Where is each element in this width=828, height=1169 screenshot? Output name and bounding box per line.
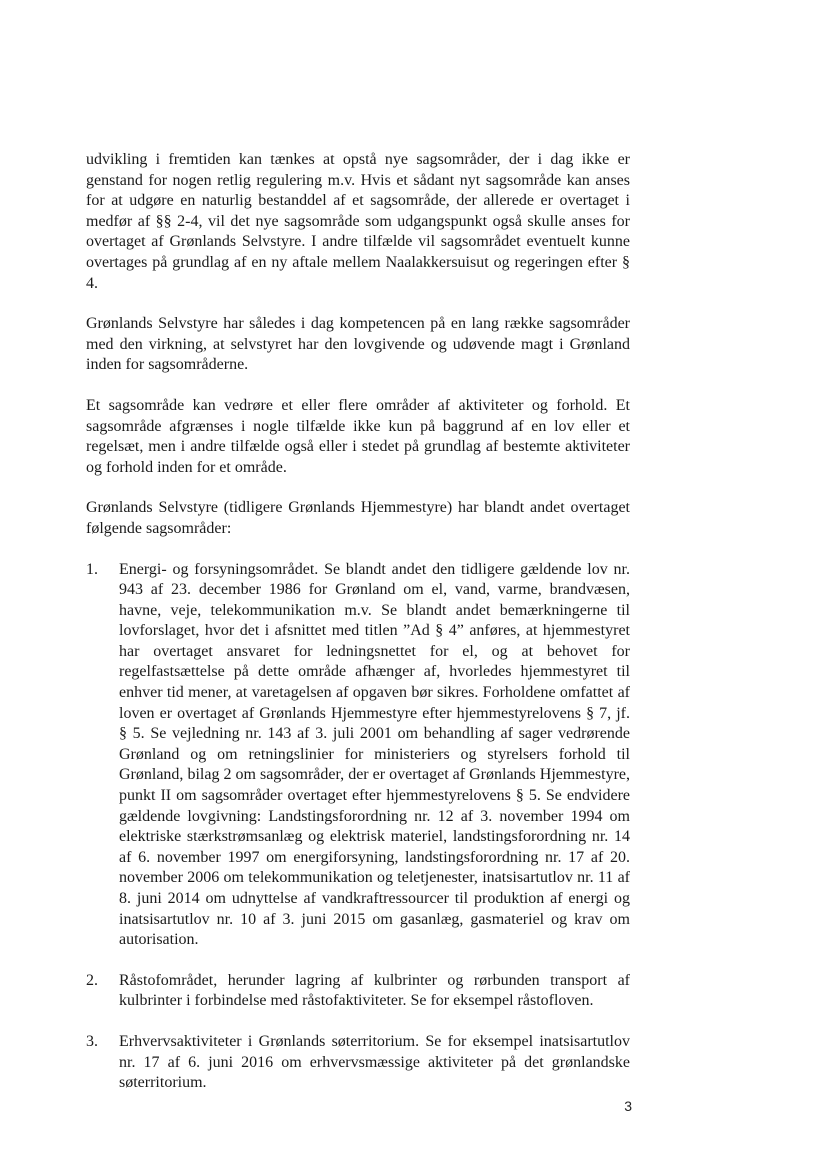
paragraph-competence: Grønlands Selvstyre har således i dag kompetencen på en lang række sagsområder med den virkning, at selvstyret har den lovgivende og udøvende magt i Grønland inden for sagsområderne.	[86, 315, 630, 374]
page-number: 3	[624, 1098, 632, 1114]
areas-list	[86, 560, 630, 1094]
list-item	[86, 1032, 630, 1094]
list-item-text: Energi- og forsyningsområdet. Se blandt andet den tidligere gældende lov nr. 943 af 23. december 1986 for Grønland om el, vand, varme, brandvæsen, havne, veje, telekommunikation m.v. Se blandt andet bemærkningerne til lovforslaget, hvor det i afsnittet med titlen ”Ad § 4” anføres, at hjemmestyret har overtaget ansvaret for ledningsnettet for el, og at behovet for regelfastsættelse på dette område afhænger af, hvorledes hjemmestyret til enhver tid mener, at varetagelsen af opgaven bør sikres. Forholdene omfattet af loven er overtaget af Grønlands Hjemmestyre efter hjemmestyrelovens § 7, jf. § 5. Se vejledning nr. 143 af 3. juli 2001 om behandling af sager vedrørende Grønland og om retningslinier for ministeriers og styrelsers forhold til Grønland, bilag 2 om sagsområder, der er overtaget af Grønlands Hjemmestyre, punkt II om sagsområder overtaget efter hjemmestyrelovens § 5. Se endvidere gældende lovgivning: Landstingsforordning nr. 12 af 3. november 1994 om elektriske stærkstrømsanlæg og elektrisk materiel, landstingsforordning nr. 14 af 6. november 1997 om energiforsyning, landstingsforordning nr. 17 af 20. november 2006 om telekommunikation og teletjenester, inatsisartutlov nr. 11 af 8. juni 2014 om udnyttelse af vandkraftressourcer til produktion af energi og inatsisartutlov nr. 10 af 3. juni 2015 om gasanlæg, gasmateriel og krav om autorisation.	[119, 560, 630, 949]
list-item-number: 2.	[86, 971, 98, 989]
document-page	[86, 150, 630, 1114]
list-item-text: Erhvervsaktiviteter i Grønlands søterritorium. Se for eksempel inatsisartutlov nr. 17 af 6. juni 2016 om erhvervsmæssige aktiviteter på det grønlandske søterritorium.	[119, 1032, 630, 1092]
paragraph-intro: udvikling i fremtiden kan tænkes at opstå nye sagsområder, der i dag ikke er genstand for nogen retlig regulering m.v. Hvis et sådant nyt sagsområde kan anses for at udgøre en naturlig bestanddel af et sagsområde, der allerede er overtaget i medfør af §§ 2-4, vil det nye sagsområde som udgangspunkt også skulle anses for overtaget af Grønlands Selvstyre. I andre tilfælde vil sagsområdet eventuelt kunne overtages på grundlag af en ny aftale mellem Naalakkersuisut og regeringen efter § 4.	[86, 151, 630, 292]
list-item	[86, 560, 630, 951]
list-item-number: 3.	[86, 1032, 98, 1050]
paragraph-definition: Et sagsområde kan vedrøre et eller flere områder af aktiviteter og forhold. Et sagsområde afgrænses i nogle tilfælde ikke kun på baggrund af en lov eller et regelsæt, men i andre tilfælde også eller i stedet på grundlag af bestemte aktiviteter og forhold inden for et område.	[86, 396, 630, 476]
list-item	[86, 971, 630, 1012]
paragraph-list-intro: Grønlands Selvstyre (tidligere Grønlands Hjemmestyre) har blandt andet overtaget følgende sagsområder:	[86, 499, 630, 537]
list-item-number: 1.	[86, 560, 98, 578]
list-item-text: Råstofområdet, herunder lagring af kulbrinter og rørbunden transport af kulbrinter i forbindelse med råstofaktiviteter. Se for eksempel råstofloven.	[119, 971, 630, 1010]
